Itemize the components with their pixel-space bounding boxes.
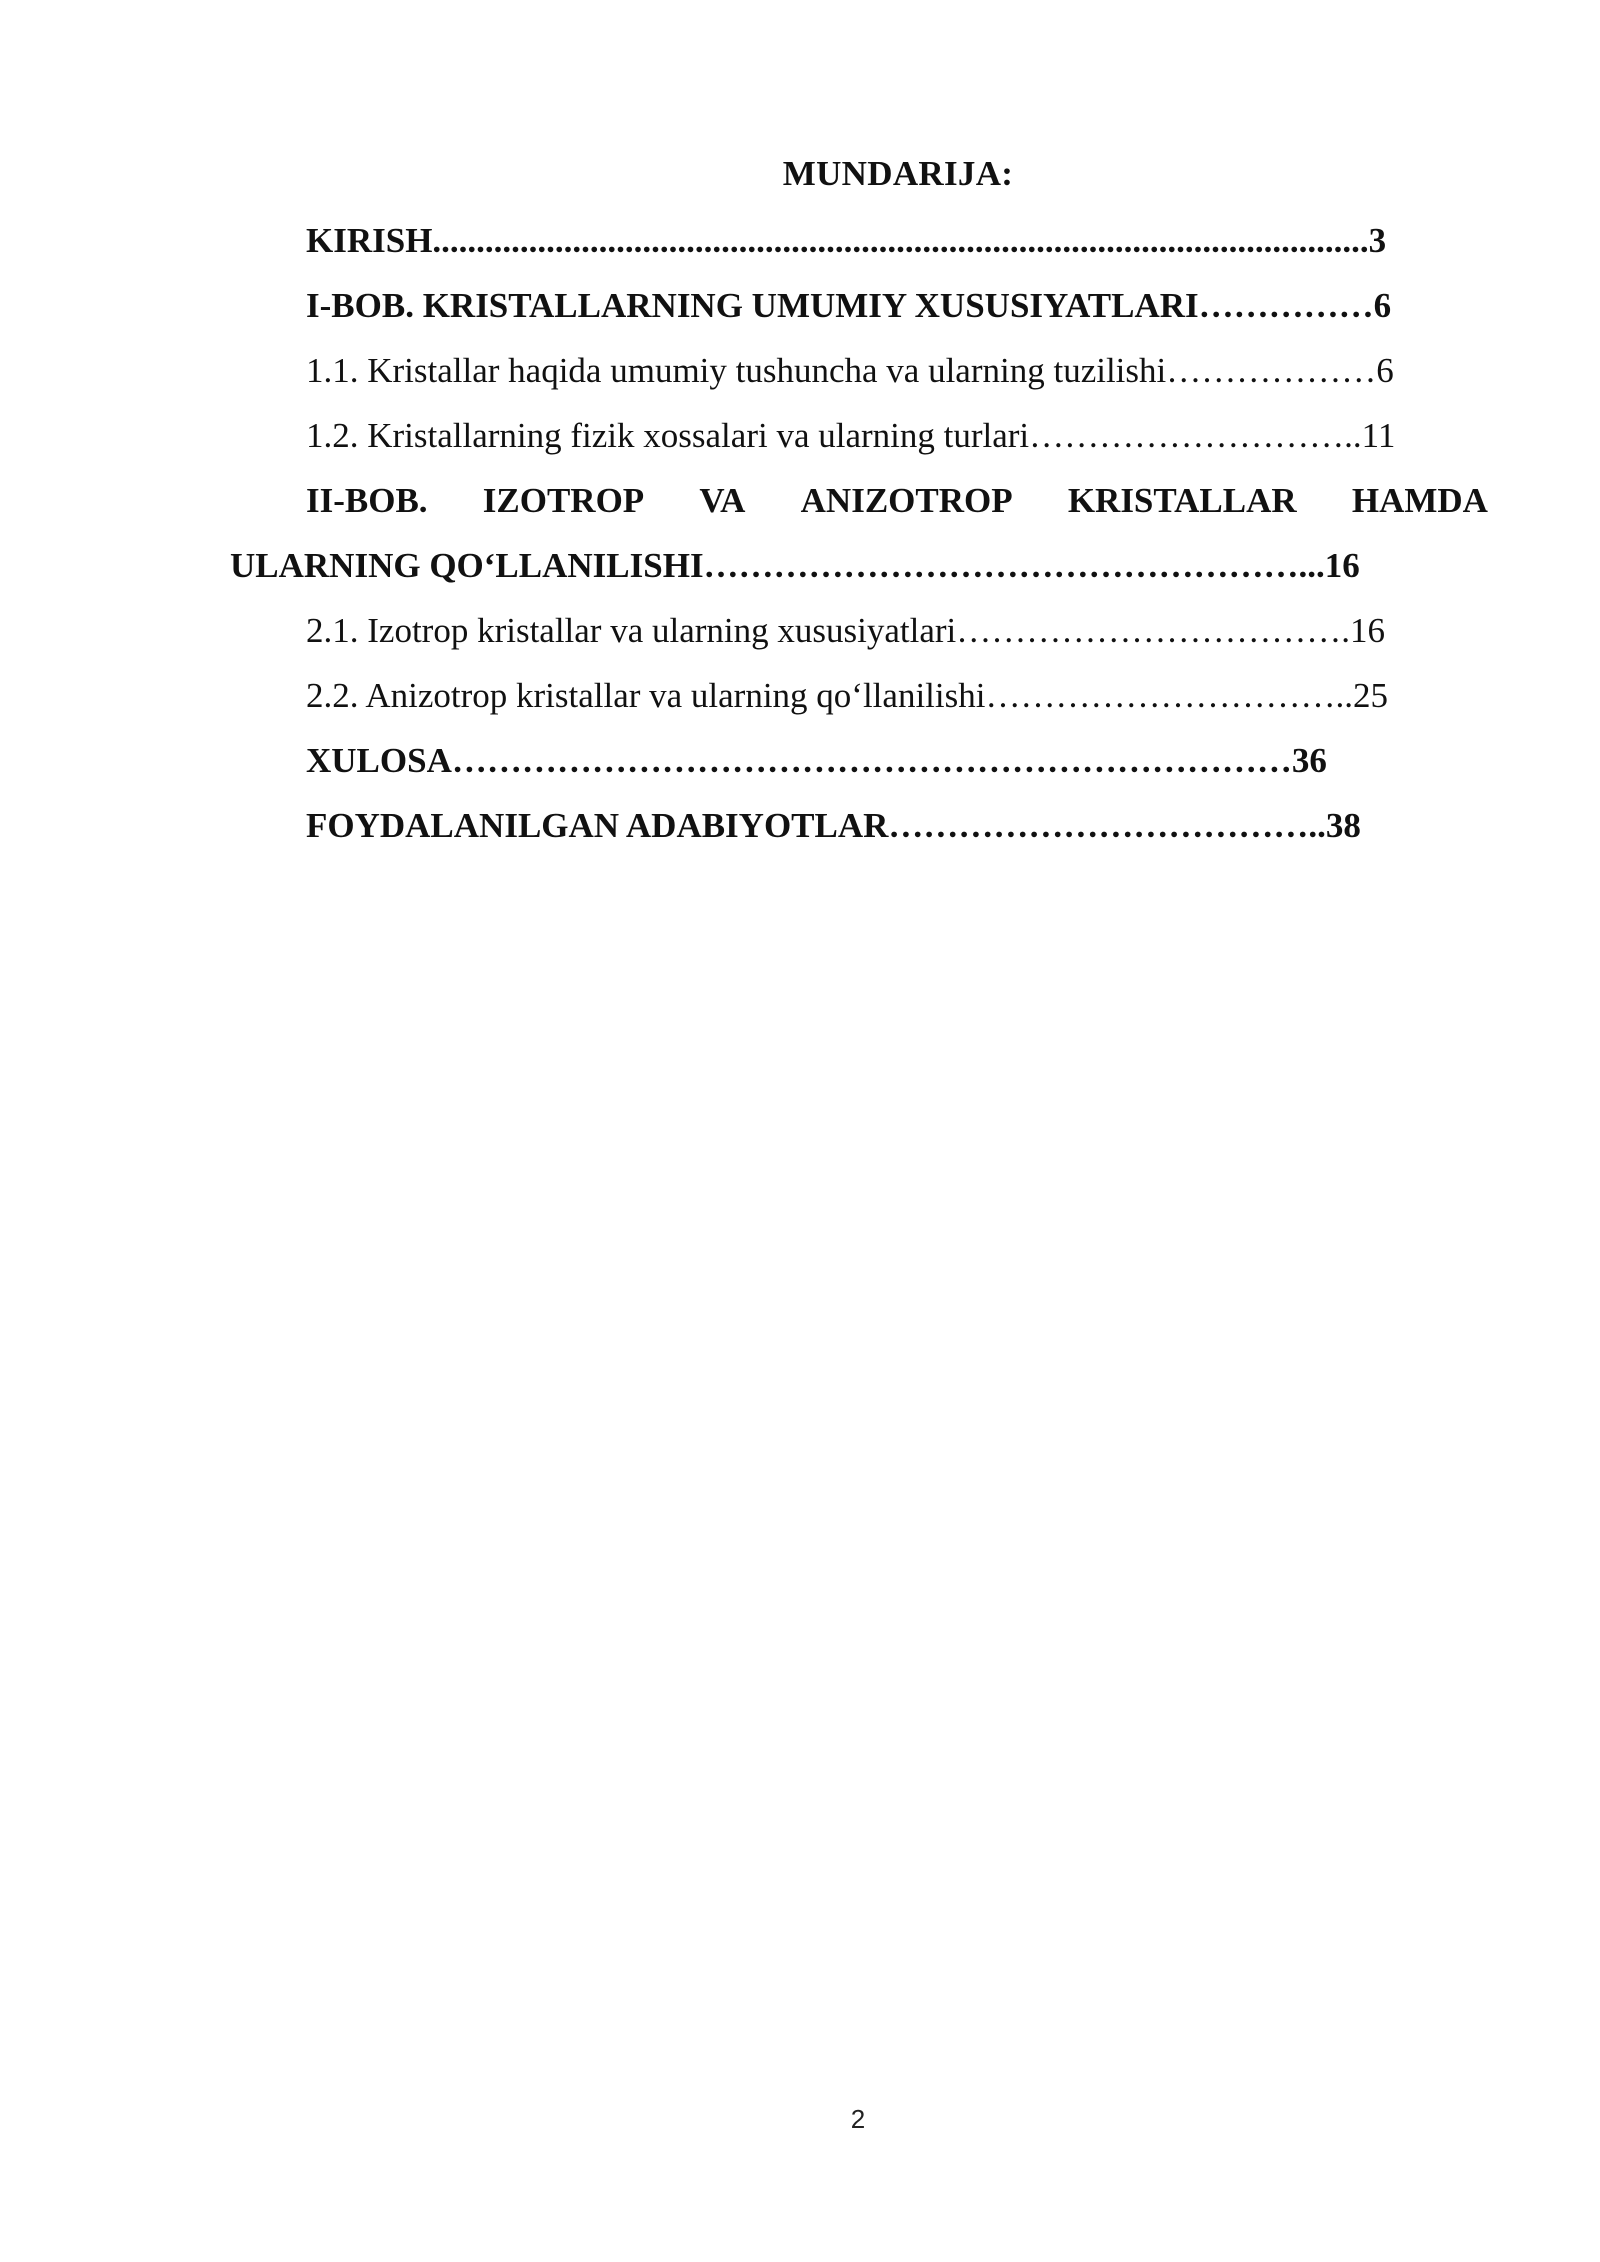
- toc-entry-text: 1.1. Kristallar haqida umumiy tushuncha va ularning tuzilishi………………6: [306, 351, 1394, 390]
- toc-word: HAMDA: [1351, 481, 1488, 520]
- toc-word: ANIZOTROP: [800, 481, 1013, 520]
- toc-entry-section-1-1: [0, 346, 1600, 410]
- toc-title: MUNDARIJA:: [782, 154, 1014, 193]
- toc-entry-chapter-2-continuation: [0, 541, 1600, 605]
- toc-word: VA: [699, 481, 746, 520]
- toc-entry-section-1-2: [0, 411, 1600, 475]
- toc-entry-text: KIRISH...........................................................................................................3: [306, 221, 1387, 260]
- toc-word: KRISTALLAR: [1067, 481, 1297, 520]
- toc-entry-chapter-1: [0, 281, 1600, 345]
- toc-entry-chapter-2: [0, 476, 1600, 540]
- toc-entry-section-2-1: [0, 606, 1600, 670]
- toc-entry-text: I-BOB. KRISTALLARNING UMUMIY XUSUSIYATLARI……………6: [306, 286, 1392, 325]
- toc-entry-kirish: [0, 216, 1600, 280]
- toc-entry-text: FOYDALANILGAN ADABIYOTLAR………………………………..38: [306, 806, 1361, 845]
- toc-entry-text: 2.1. Izotrop kristallar va ularning xususiyatlari…………………………….16: [306, 611, 1386, 650]
- toc-entry-adabiyotlar: [0, 801, 1600, 865]
- toc-entry-chapter-2-first-line: [306, 476, 1488, 526]
- toc-entry-xulosa: [0, 736, 1600, 800]
- page-number: 2: [850, 2104, 866, 2134]
- toc-entry-text: XULOSA………………………………………………………………36: [306, 741, 1327, 780]
- toc-entry-text: 1.2. Kristallarning fizik xossalari va ularning turlari………………………..11: [306, 416, 1396, 455]
- toc-word: IZOTROP: [482, 481, 645, 520]
- toc-entry-text: ULARNING QO‘LLANILISHI……………………………………………...16: [230, 546, 1360, 585]
- toc-entry-section-2-2: [0, 671, 1600, 735]
- toc-entry-text: 2.2. Anizotrop kristallar va ularning qo‘llanilishi…………………………..25: [306, 676, 1388, 715]
- toc-word: II-BOB.: [306, 481, 428, 520]
